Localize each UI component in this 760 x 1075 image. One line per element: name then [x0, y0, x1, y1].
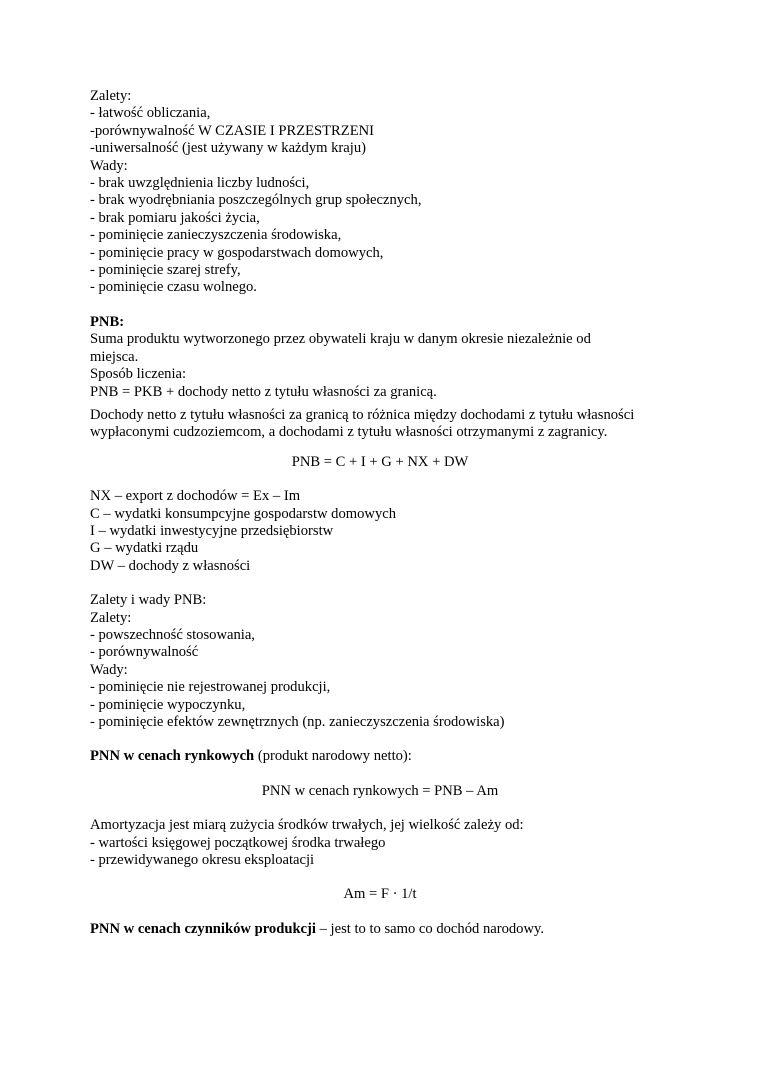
spacer	[90, 904, 690, 921]
pnb-title: PNB:	[90, 313, 125, 330]
pnn-market-title	[90, 748, 690, 765]
gdp-cons-item: - pominięcie czasu wolnego.	[90, 279, 257, 296]
pnb-definition-cont: miejsca.	[90, 348, 139, 365]
pnb-cons-item: - pominięcie wypoczynku,	[90, 696, 246, 713]
amortization-item: - wartości księgowej początkowej środka trwałego	[90, 834, 386, 851]
spacer	[90, 471, 690, 488]
pnb-explanation-cont: wypłaconymi cudzoziemcom, a dochodami z tytułu własności otrzymanymi z zagranicy.	[90, 424, 608, 441]
spacer	[90, 869, 690, 886]
pnb-cons-item: - pominięcie efektów zewnętrznych (np. zanieczyszczenia środowiska)	[90, 714, 505, 730]
pnn-market-title-bold: PNN w cenach rynkowych	[90, 748, 255, 765]
spacer	[90, 766, 690, 783]
pnb-formula: PNB = C + I + G + NX + DW	[291, 453, 469, 470]
pnb-cons-item: - pominięcie nie rejestrowanej produkcji,	[90, 679, 331, 696]
gdp-cons-item: - brak pomiaru jakości życia,	[90, 209, 260, 226]
gdp-cons-item: - pominięcie szarej strefy,	[90, 262, 241, 279]
gdp-pros-heading: Zalety:	[90, 88, 132, 104]
spacer	[90, 731, 690, 748]
pnb-explanation: Dochody netto z tytułu własności za granicą to różnica między dochodami z tytułu własności	[90, 406, 635, 423]
pnb-pros-cons-heading: Zalety i wady PNB:	[90, 592, 207, 609]
gdp-cons-heading: Wady:	[90, 157, 128, 174]
pnn-factor-title-bold: PNN w cenach czynników produkcji	[90, 920, 316, 937]
pnb-legend-item: DW – dochody z własności	[90, 557, 251, 574]
gdp-cons-item: - pominięcie pracy w gospodarstwach domowych,	[90, 244, 384, 261]
pnb-definition: Suma produktu wytworzonego przez obywateli kraju w danym okresie niezależnie od	[90, 331, 591, 348]
pnb-method-formula: PNB = PKB + dochody netto z tytułu własności za granicą.	[90, 383, 437, 400]
amortization-formula: Am = F · 1/t	[343, 886, 417, 903]
gdp-pros-item: -porównywalność W CZASIE I PRZESTRZENI	[90, 122, 375, 139]
gdp-cons-item: - brak wyodrębniania poszczególnych grup społecznych,	[90, 192, 422, 209]
spacer	[90, 800, 690, 817]
pnb-pros-item: - porównywalność	[90, 644, 199, 661]
gdp-pros-item: -uniwersalność (jest używany w każdym kraju)	[90, 140, 366, 157]
pnb-pros-item: - powszechność stosowania,	[90, 626, 255, 643]
gdp-cons-item: - pominięcie zanieczyszczenia środowiska,	[90, 227, 342, 244]
spacer	[90, 297, 690, 314]
pnb-legend-item: NX – export z dochodów = Ex – Im	[90, 488, 301, 505]
pnb-legend-item: G – wydatki rządu	[90, 540, 199, 557]
pnb-cons-heading: Wady:	[90, 661, 128, 678]
amortization-item: - przewidywanego okresu eksploatacji	[90, 852, 315, 869]
pnn-factor-title	[90, 921, 690, 938]
document-page	[90, 88, 690, 938]
spacer	[90, 575, 690, 592]
pnb-pros-heading: Zalety:	[90, 609, 132, 626]
pnn-factor-title-rest: – jest to to samo co dochód narodowy.	[315, 920, 545, 937]
pnb-legend-item: I – wydatki inwestycyjne przedsiębiorstw	[90, 522, 334, 539]
pnn-market-title-rest: (produkt narodowy netto):	[254, 748, 412, 765]
amortization-intro: Amortyzacja jest miarą zużycia środków trwałych, jej wielkość zależy od:	[90, 817, 524, 834]
pnn-market-formula: PNN w cenach rynkowych = PNB – Am	[261, 782, 499, 799]
gdp-cons-item: - brak uwzględnienia liczby ludności,	[90, 175, 310, 192]
pnb-method-label: Sposób liczenia:	[90, 366, 187, 383]
pnb-legend-item: C – wydatki konsumpcyjne gospodarstw domowych	[90, 505, 397, 522]
gdp-pros-item: - łatwość obliczania,	[90, 105, 211, 122]
